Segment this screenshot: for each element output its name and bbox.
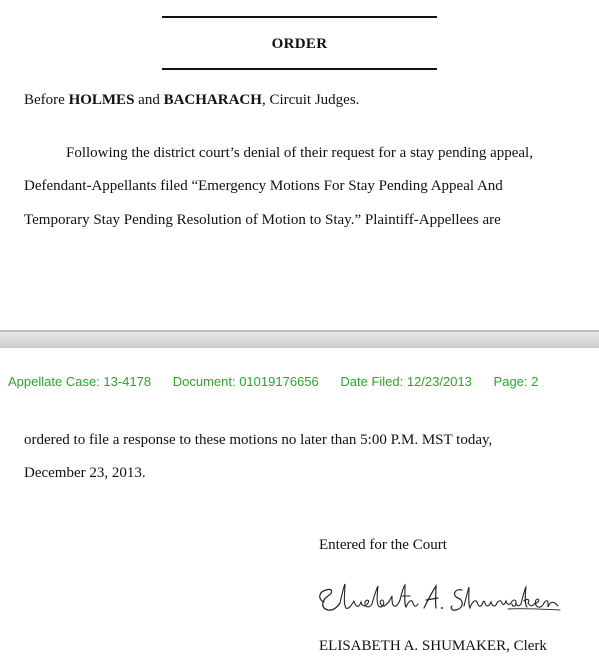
judge-holmes: HOLMES — [68, 92, 135, 108]
and-text: and — [138, 92, 160, 108]
header-date-filed: Date Filed: 12/23/2013 — [340, 374, 472, 389]
paragraph-line-2: Defendant-Appellants filed “Emergency Motions For Stay Pending Appeal And — [24, 178, 503, 194]
paragraph-line-1: Following the district court’s denial of their request for a stay pending appeal, — [66, 145, 533, 161]
bottom-rule — [162, 68, 437, 70]
page-break — [0, 330, 599, 348]
document-page-1 — [0, 0, 599, 330]
order-title: ORDER — [271, 36, 328, 52]
continuation-line-2: December 23, 2013. — [24, 465, 146, 481]
clerk-name: ELISABETH A. SHUMAKER, Clerk — [319, 638, 547, 654]
document-page-2 — [0, 348, 599, 671]
before-prefix: Before — [24, 92, 65, 108]
judges-line — [24, 91, 359, 109]
top-rule — [162, 16, 437, 18]
page-header — [8, 374, 538, 389]
header-page-number: Page: 2 — [493, 374, 539, 389]
clerk-signature — [312, 570, 562, 620]
judge-bacharach: BACHARACH — [163, 92, 262, 108]
header-document-number: Document: 01019176656 — [172, 374, 319, 389]
continuation-line-1: ordered to file a response to these motions no later than 5:00 P.M. MST today, — [24, 432, 493, 448]
judges-suffix: , Circuit Judges. — [261, 92, 360, 108]
header-appellate-case: Appellate Case: 13-4178 — [8, 374, 152, 389]
entered-for-court: Entered for the Court — [319, 537, 447, 553]
paragraph-line-3: Temporary Stay Pending Resolution of Motion to Stay.” Plaintiff-Appellees are — [24, 212, 501, 228]
